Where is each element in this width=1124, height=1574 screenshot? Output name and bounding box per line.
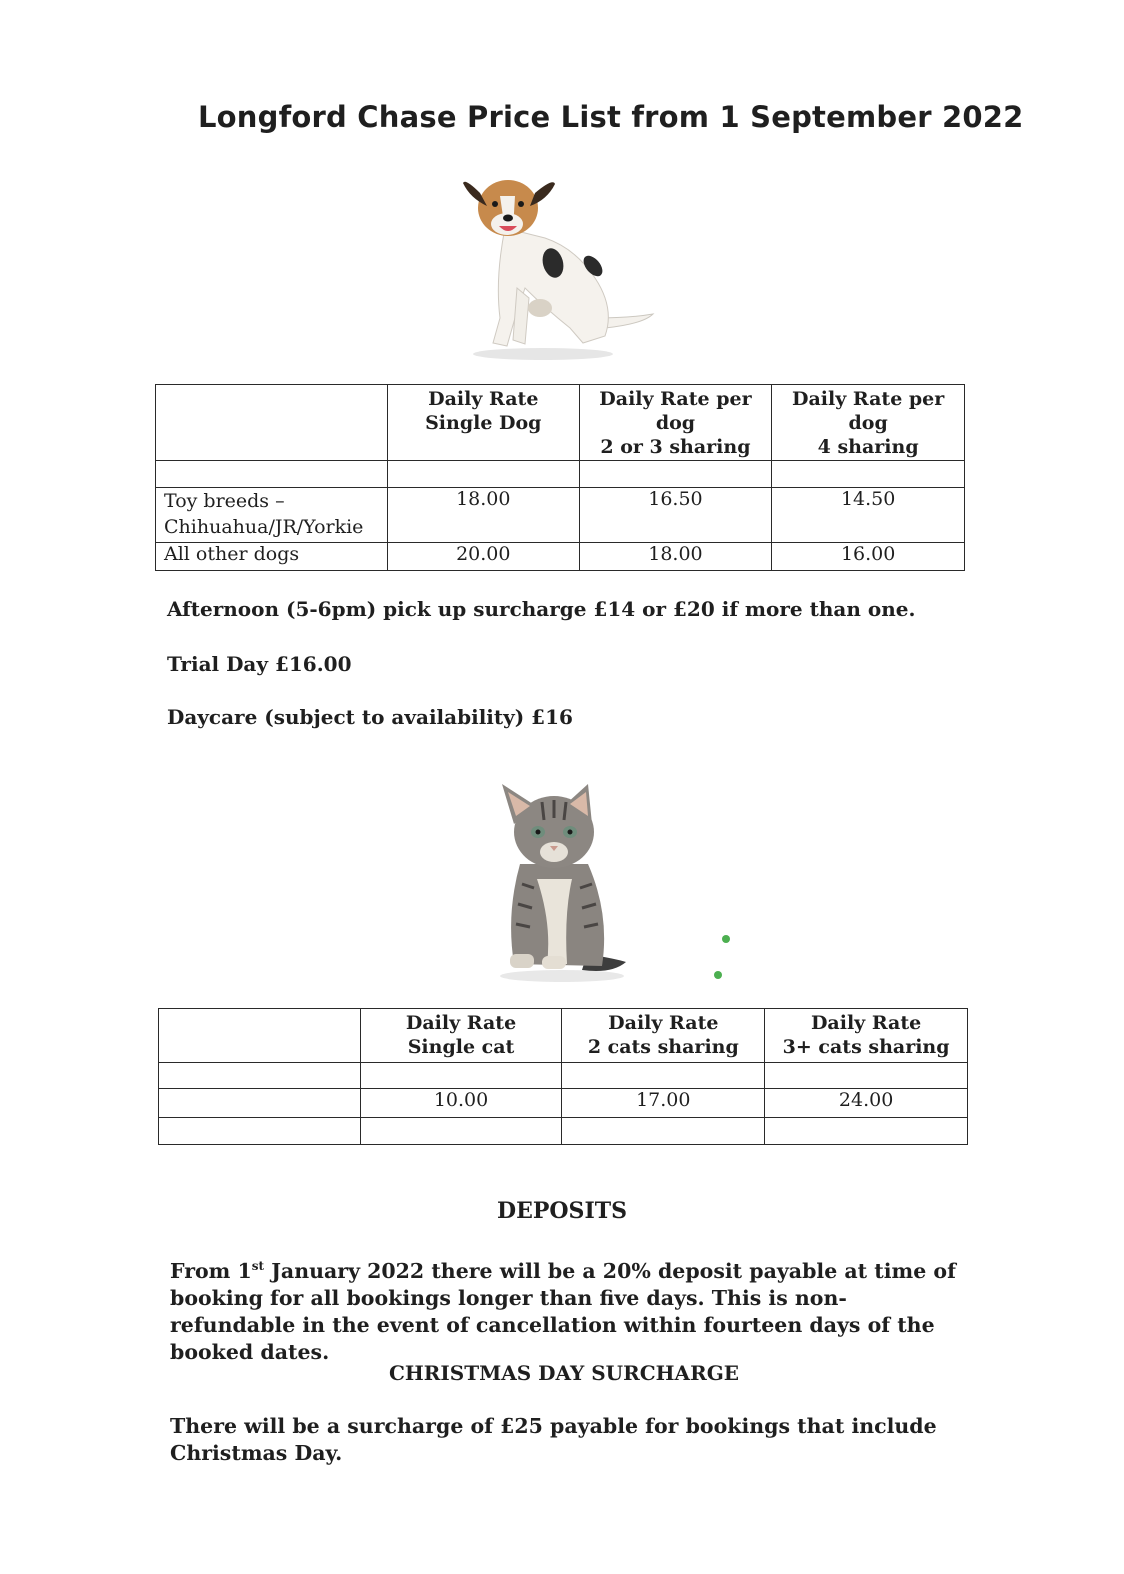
price-cell: 18.00 xyxy=(579,543,772,571)
daycare-note: Daycare (subject to availability) £16 xyxy=(167,705,573,729)
table-row xyxy=(159,1089,968,1118)
dog-header-4-sharing: Daily Rate per dog 4 sharing xyxy=(772,385,965,461)
cat-price-table xyxy=(158,1008,968,1145)
dog-header-blank xyxy=(156,385,388,461)
cat-header-2-sharing: Daily Rate 2 cats sharing xyxy=(562,1009,765,1063)
dog-price-table xyxy=(155,384,965,571)
row-label-toy-breeds: Toy breeds – Chihuahua/JR/Yorkie xyxy=(156,488,388,543)
dog-header-2-3-sharing: Daily Rate per dog 2 or 3 sharing xyxy=(579,385,772,461)
christmas-text: There will be a surcharge of £25 payable for bookings that include Christmas Day. xyxy=(170,1414,937,1465)
deposits-heading: DEPOSITS xyxy=(497,1198,627,1224)
price-cell: 17.00 xyxy=(562,1089,765,1118)
table-row xyxy=(156,488,965,543)
price-cell: 14.50 xyxy=(772,488,965,543)
green-dot xyxy=(722,935,730,943)
cat-header-3plus-sharing: Daily Rate 3+ cats sharing xyxy=(765,1009,968,1063)
christmas-heading: CHRISTMAS DAY SURCHARGE xyxy=(388,1361,740,1385)
table-row xyxy=(159,1063,968,1089)
dog-image xyxy=(455,168,660,363)
price-cell: 10.00 xyxy=(360,1089,562,1118)
table-row xyxy=(156,543,965,571)
price-cell: 16.50 xyxy=(579,488,772,543)
cat-header-blank xyxy=(159,1009,361,1063)
deposits-text: From 1st January 2022 there will be a 20% deposit payable at time of booking for all bookings longer than five days. This is non-refundable in the event of cancellation within fourteen days of the booked dates. xyxy=(170,1259,956,1364)
cat-image xyxy=(492,784,632,984)
afternoon-surcharge-note: Afternoon (5-6pm) pick up surcharge £14 or £20 if more than one. xyxy=(167,597,916,621)
table-row xyxy=(156,461,965,488)
row-label-other-dogs: All other dogs xyxy=(156,543,388,571)
dog-header-single: Daily Rate Single Dog xyxy=(387,385,579,461)
cat-header-single: Daily Rate Single cat xyxy=(360,1009,562,1063)
table-row xyxy=(159,1118,968,1145)
trial-day-note: Trial Day £16.00 xyxy=(167,652,352,676)
price-cell: 16.00 xyxy=(772,543,965,571)
price-cell: 20.00 xyxy=(387,543,579,571)
green-dot xyxy=(714,971,722,979)
price-cell: 18.00 xyxy=(387,488,579,543)
price-cell: 24.00 xyxy=(765,1089,968,1118)
page-title: Longford Chase Price List from 1 September 2022 xyxy=(198,100,1024,134)
